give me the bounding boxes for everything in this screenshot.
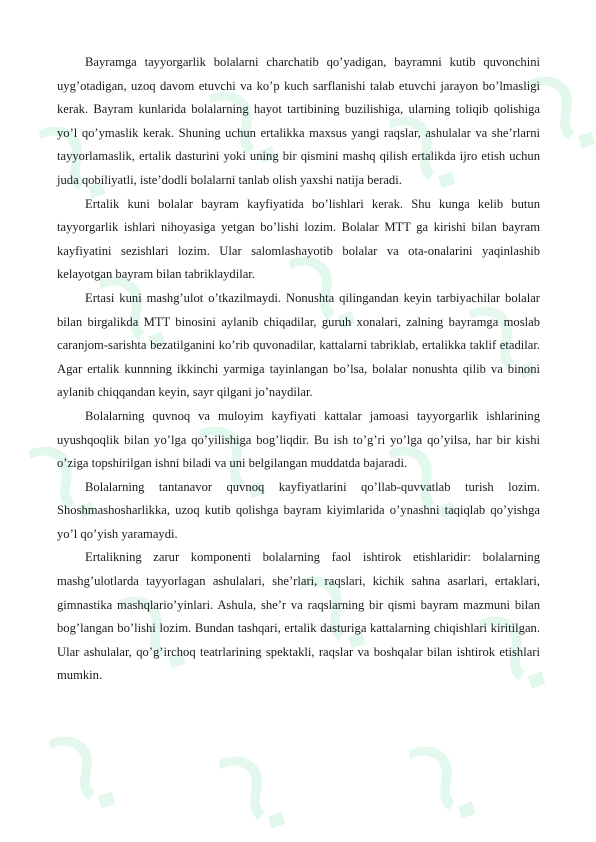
paragraph-1: Bayramga tayyorgarlik bolalarni charchatib qo’yadigan, bayramni kutib quvonchini uyg’otadigan, uzoq davom etuvchi va ko’p kuch sarflanishi talab etuvchi jarayon bo’lmasligi kerak. Bayram kunlarida bolalarning hayot tartibining buzilishiga, ularning toliqib qolishiga yo’l qo’ymaslik kerak. Shuning uchun ertalikka maxsus yangi raqslar, ashulalar va she’rlarni tayyorlamaslik, ertalik dasturini yoki uning bir qismini mashq qilish ertalikda ijro etish uchun juda qobiliyatli, iste’dodli bolalarni tanlab olish yaxshi natija beradi. [57,55,540,187]
watermark-mark [406,734,483,826]
document-body [57,51,540,688]
paragraph-6: Ertalikning zarur komponenti bolalarning faol ishtirok etishlaridir: bolalarning mashg’ulotlarda tayyorlagan ashulalari, she’rlari, raqslari, kichik sahna asarlari, ertaklari, gimnastika mashqlario’yinlari. Ashula, she’r va raqslarning bir qismi bayram mazmuni bilan bog’langan bo’lishi lozim. Bundan tashqari, ertalik dasturiga kattalarning chiqishlari kiritilgan. Ular ashulalar, qo’g’irchoq teatrlarining spektakli, raqslar va boshqalar bilan ishtirok etishlari mumkin. [57,550,540,683]
paragraph-4: Bolalarning quvnoq va muloyim kayfiyati kattalar jamoasi tayyorgarlik ishlarining uyushqoqlik bilan yo’lga qo’yilishiga bog’liqdir. Bu ish to’g’ri yo’lga qo’yilsa, har bir kishi o’ziga topshirilgan ishni biladi va uni belgilangan muddatda bajaradi. [57,408,540,471]
watermark-mark [46,724,123,816]
paragraph-3: Ertasi kuni mashg’ulot o’tkazilmaydi. Nonushta qilingandan keyin tarbiyachilar bolalar bilan birgalikda MTT binosini aylanib chiqadilar, guruh xonalari, zalning bayramga moslab caranjom-sarishta bezatilganini ko’rib quvonadilar, kattalarni tabriklab, ertalikka taklif etadilar. Agar ertalik kunnning ikkinchi yarmiga tayinlangan bo’lsa, bolalar nonushta qilib va binoni aylanib chiqqandan keyin, sayr qilgani jo’naydilar. [57,290,540,400]
watermark-mark [216,744,293,836]
paragraph-5: Bolalarning tantanavor quvnoq kayfiyatlarini qo’llab-quvvatlab turish lozim. Shoshmashosharlikka, uzoq kutib qolishga bayram kiyimlarida o’ynashni taqiqlab qo’yishga yo’l qo’yish yaramaydi. [57,479,540,541]
paragraph-2: Ertalik kuni bolalar bayram kayfiyatida bo’lishlari kerak. Shu kunga kelib butun tayyorgarlik ishlari nihoyasiga yetgan bo’lishi lozim. Bolalar MTT ga kirishi bilan bayram kayfiyatini sezishlari lozim. Ular salomlashayotib bolalar va ota-onalarini yaqinlashib kelayotgan bayram bilan tabriklaydilar. [57,196,540,282]
